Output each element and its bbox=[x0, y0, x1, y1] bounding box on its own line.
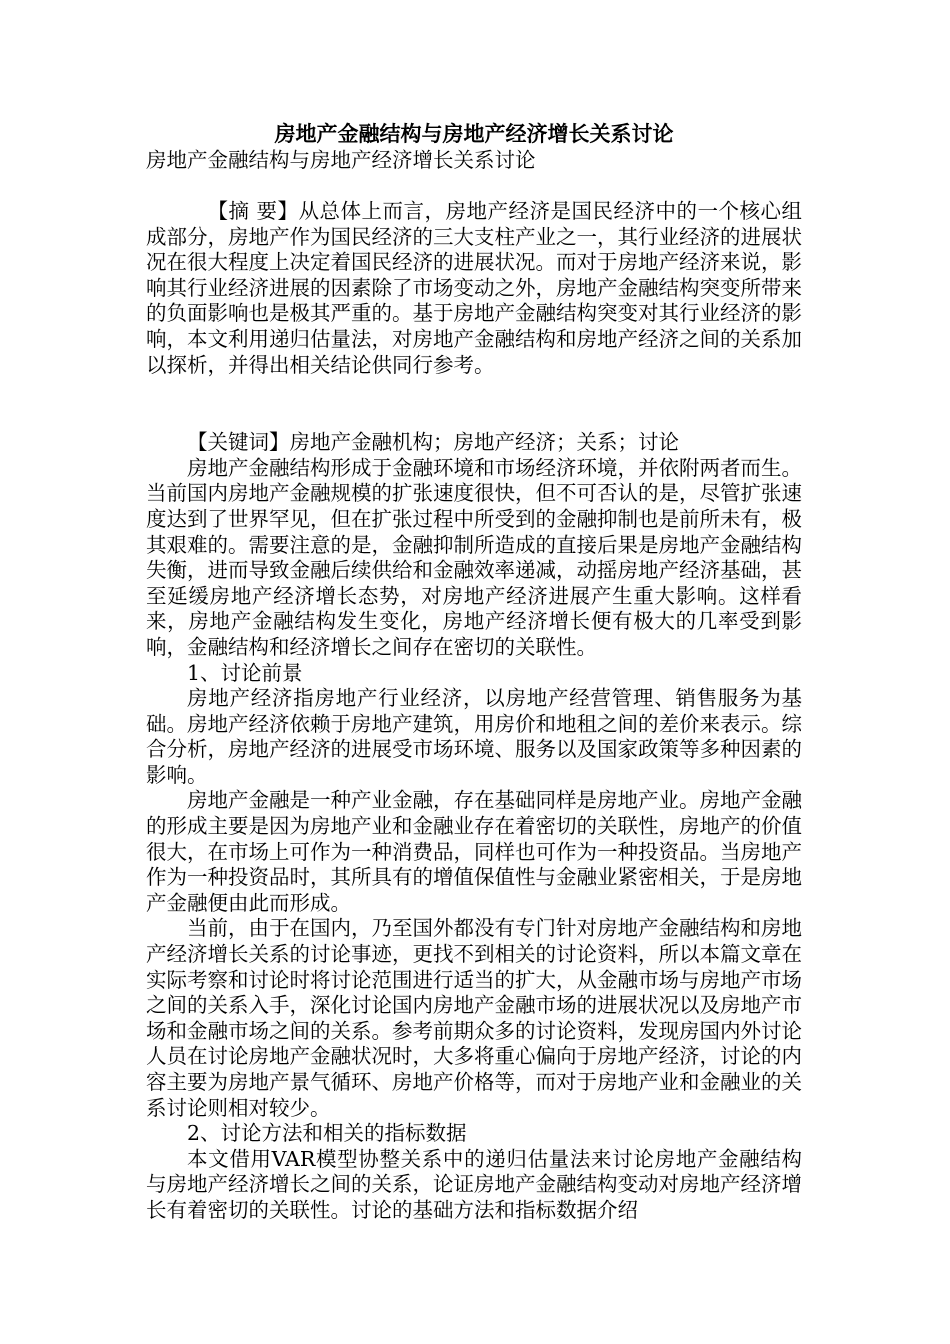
body-paragraph: 当前，由于在国内，乃至国外都没有专门针对房地产金融结构和房地产经济增长关系的讨论事迹，更找不到相关的讨论资料，所以本篇文章在实际考察和讨论时将讨论范围进行适当的扩大，从金融市场与房地产市场之间的关系入手，深化讨论国内房地产金融市场的进展状况以及房地产市场和金融市场之间的关系。参考前期众多的讨论资料，发现房国内外讨论人员在讨论房地产金融状况时，大多将重心偏向于房地产经济，讨论的内容主要为房地产景气循环、房地产价格等，而对于房地产业和金融业的关系讨论则相对较少。 bbox=[146, 916, 802, 1120]
abstract-paragraph: 【摘 要】从总体上而言，房地产经济是国民经济中的一个核心组成部分，房地产作为国民经济的三大支柱产业之一，其行业经济的进展状况在很大程度上决定着国民经济的进展状况。而对于房地产经济来说，影响其行业经济进展的因素除了市场变动之外，房地产金融结构突变所带来的负面影响也是极其严重的。基于房地产金融结构突变对其行业经济的影响，本文利用递归估量法，对房地产金融结构和房地产经济之间的关系加以探析，并得出相关结论供同行参考。 bbox=[146, 199, 802, 377]
body-paragraph: 本文借用VAR模型协整关系中的递归估量法来讨论房地产金融结构与房地产经济增长之间的关系，论证房地产金融结构变动对房地产经济增长有着密切的关联性。讨论的基础方法和指标数据介绍 bbox=[146, 1146, 802, 1222]
document-title: 房地产金融结构与房地产经济增长关系讨论 bbox=[274, 121, 674, 146]
keywords-line: 【关键词】房地产金融机构；房地产经济；关系；讨论 bbox=[187, 430, 679, 455]
blank-line bbox=[146, 378, 802, 404]
blank-line bbox=[146, 404, 802, 430]
intro-paragraph: 房地产金融结构形成于金融环境和市场经济环境，并依附两者而生。当前国内房地产金融规模的扩张速度很快，但不可否认的是，尽管扩张速度达到了世界罕见，但在扩张过程中所受到的金融抑制也是前所未有，极其艰难的。需要注意的是，金融抑制所造成的直接后果是房地产金融结构失衡，进而导致金融后续供给和金融效率递减，动摇房地产经济基础，甚至延缓房地产经济增长态势，对房地产经济进展产生重大影响。这样看来，房地产金融结构发生变化，房地产经济增长便有极大的几率受到影响，金融结构和经济增长之间存在密切的关联性。 bbox=[146, 455, 802, 659]
blank-line bbox=[146, 173, 802, 199]
section-heading-background: 1、讨论前景 bbox=[187, 660, 303, 685]
body-paragraph: 房地产金融是一种产业金融，存在基础同样是房地产业。房地产金融的形成主要是因为房地产业和金融业存在着密切的关联性，房地产的价值很大，在市场上可作为一种消费品，同样也可作为一种投资品。当房地产作为一种投资品时，其所具有的增值保值性与金融业紧密相关，于是房地产金融便由此而形成。 bbox=[146, 788, 802, 915]
document-body bbox=[146, 120, 802, 1224]
document-subtitle: 房地产金融结构与房地产经济增长关系讨论 bbox=[146, 148, 536, 172]
body-paragraph: 房地产经济指房地产行业经济，以房地产经营管理、销售服务为基础。房地产经济依赖于房地产建筑，用房价和地租之间的差价来表示。综合分析，房地产经济的进展受市场环境、服务以及国家政策等多种因素的影响。 bbox=[146, 686, 802, 787]
section-heading-methods: 2、讨论方法和相关的指标数据 bbox=[187, 1121, 467, 1146]
